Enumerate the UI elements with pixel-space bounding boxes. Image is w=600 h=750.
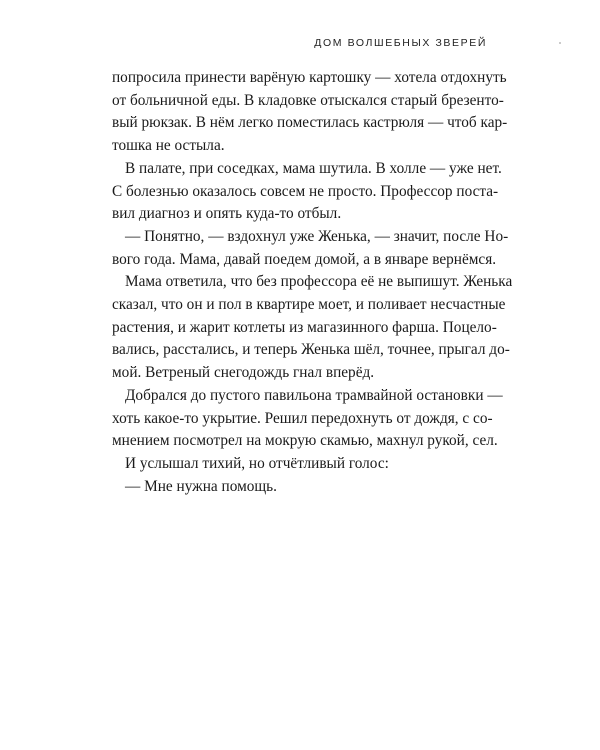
text-line: И услышал тихий, но отчётливый голос: [125,454,389,472]
text-line: — Понятно, — вздохнул уже Женька, — значит, после Но- [125,227,509,245]
text-line: попросила принести варёную картошку — хотела отдохнуть [112,69,507,86]
text-line: вались, расстались, и теперь Женька шёл, точнее, прыгал до- [112,341,510,359]
text-line: Добрался до пустого павильона трамвайной остановки — [125,386,503,404]
text-line: Мама ответила, что без профессора её не выпишут. Женька [125,273,513,291]
text-line: тошка не остыла. [112,137,225,155]
text-line: сказал, что он и пол в квартире моет, и поливает несчастные [112,296,506,314]
text-line: вого года. Мама, давай поедем домой, а в январе вернёмся. [112,250,497,268]
text-line: мнением посмотрел на мокрую скамью, махнул рукой, сел. [112,432,498,450]
text-line: вый рюкзак. В нём легко поместилась кастрюля — чтоб кар- [112,114,508,132]
text-line: С болезнью оказалось совсем не просто. Профессор поста- [112,182,499,200]
running-head: ДОМ ВОЛШЕБНЫХ ЗВЕРЕЙ [314,37,487,49]
text-line: В палате, при соседках, мама шутила. В холле — уже нет. [125,159,502,177]
text-line: хоть какое-то укрытие. Решил передохнуть от дождя, с со- [112,409,493,427]
body-text [112,67,513,498]
text-line: — Мне нужна помощь. [125,477,277,495]
text-line: от больничной еды. В кладовке отыскался старый брезенто- [112,91,504,109]
page-speck [559,42,561,44]
text-line: растения, и жарит котлеты из магазинного фарша. Поцело- [112,318,497,336]
text-line: вил диагноз и опять куда-то отбыл. [112,205,342,223]
text-line: мой. Ветреный снегодождь гнал вперёд. [112,364,375,382]
